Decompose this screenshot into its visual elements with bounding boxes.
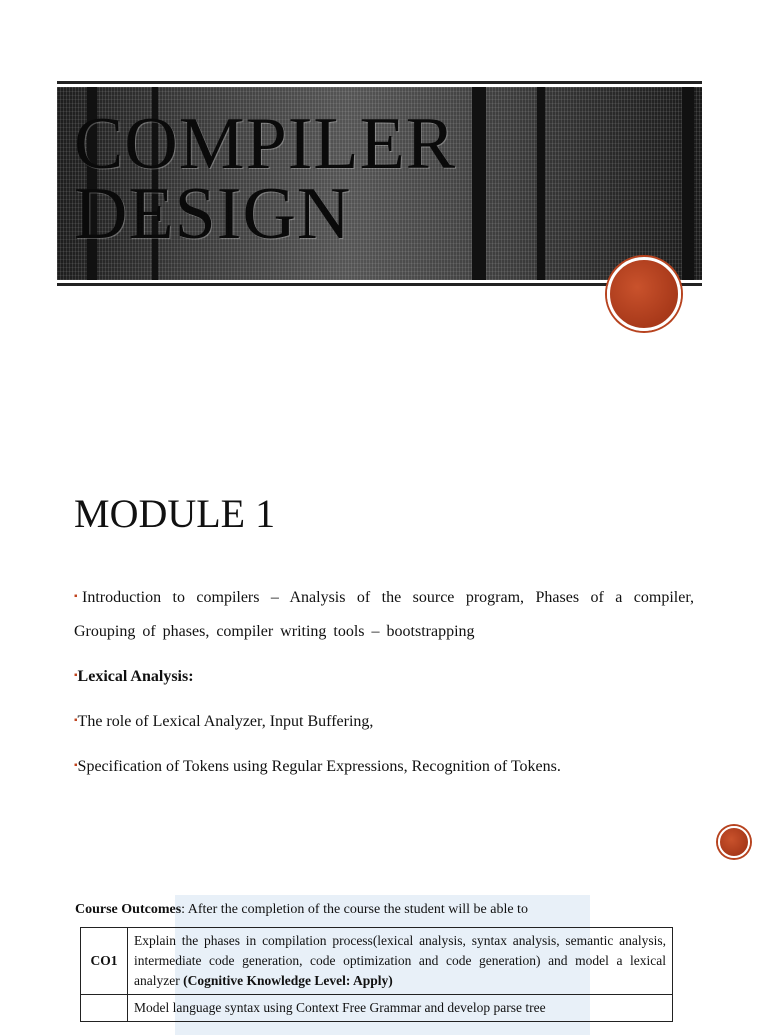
banner-stripe (472, 87, 486, 280)
list-item-text: Introduction to compilers – Analysis of the source program, Phases of a compiler, Grouping of phases, compiler writing tools – bootstrapping (74, 589, 695, 640)
course-outcomes-label: Course Outcomes (75, 902, 182, 917)
slide-title (74, 103, 457, 255)
slide-title-line-2: DESIGN (74, 173, 352, 255)
banner-stripe (682, 87, 694, 280)
decorative-circle-icon (607, 257, 681, 331)
course-outcomes-table (80, 927, 673, 1022)
course-outcomes-intro: : After the completion of the course the student will be able to (181, 902, 528, 917)
title-banner (57, 84, 702, 283)
course-outcomes-heading (75, 902, 528, 918)
bullet-icon: ▪ (74, 715, 78, 726)
bullet-icon: ▪ (74, 760, 78, 771)
outcome-text: Model language syntax using Context Free Grammar and develop parse tree (134, 1000, 546, 1015)
bullet-icon: ▪ (74, 591, 82, 602)
bullet-icon: ▪ (74, 670, 78, 681)
list-item (74, 704, 694, 739)
table-row (81, 995, 673, 1022)
outcome-description (128, 995, 673, 1022)
list-item (74, 749, 694, 784)
list-item (74, 580, 694, 649)
outcome-text: Explain the phases in compilation process(lexical analysis, syntax analysis, semantic analysis, intermediate code generation, code optimization and code generation) and model a lexical analyzer (134, 933, 666, 988)
slide-title-line-1: COMPILER (74, 103, 457, 185)
outcome-level: (Cognitive Knowledge Level: Apply) (183, 973, 393, 988)
list-item-text: Specification of Tokens using Regular Expressions, Recognition of Tokens. (77, 758, 561, 775)
outcome-code (81, 995, 128, 1022)
module-title: MODULE 1 (74, 491, 276, 536)
table-row (81, 928, 673, 995)
list-item-text: The role of Lexical Analyzer, Input Buffering, (77, 713, 374, 730)
decorative-circle-icon (718, 826, 750, 858)
banner-stripe (537, 87, 545, 280)
list-item-text: Lexical Analysis: (77, 668, 194, 685)
list-item (74, 659, 694, 694)
module-topics-list (74, 580, 694, 784)
outcome-code: CO1 (81, 928, 128, 995)
outcome-description (128, 928, 673, 995)
